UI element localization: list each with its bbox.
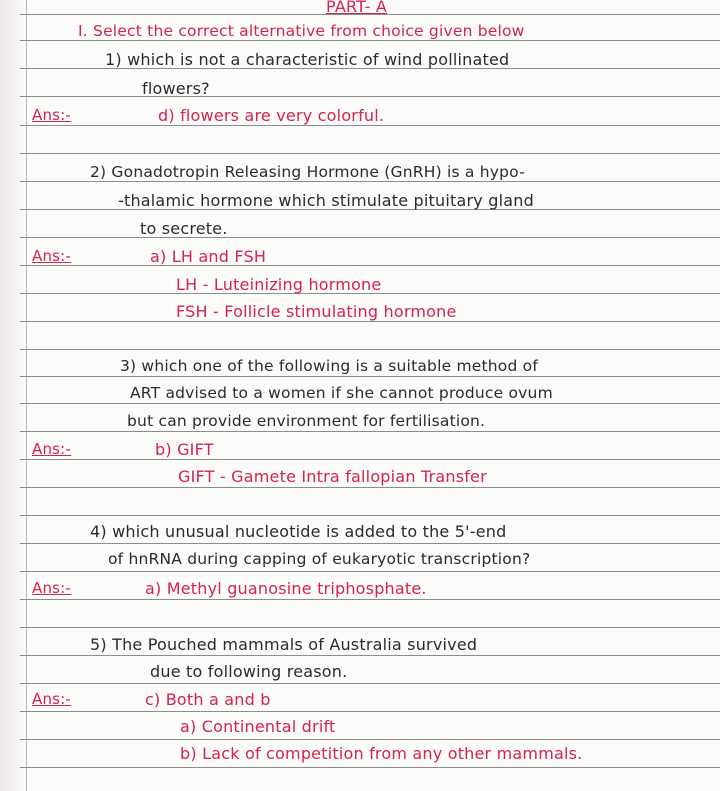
page-heading: PART- A <box>326 0 388 16</box>
rule-line <box>20 237 720 238</box>
rule-line <box>20 431 720 432</box>
rule-line <box>20 459 720 460</box>
question-3-line-1: 3) which one of the following is a suitable method of <box>120 357 538 375</box>
answer-5: c) Both a and b <box>145 690 271 709</box>
question-5-line-1: 5) The Pouched mammals of Australia survived <box>90 635 478 654</box>
rule-line <box>20 655 720 656</box>
answer-label-4: Ans:- <box>32 579 72 597</box>
rule-line <box>20 403 720 404</box>
question-4-line-2: of hnRNA during capping of eukaryotic transcription? <box>108 550 531 568</box>
rule-line <box>20 739 720 740</box>
rule-line <box>20 153 720 154</box>
answer-2: a) LH and FSH <box>150 247 267 266</box>
answer-4: a) Methyl guanosine triphosphate. <box>145 579 427 598</box>
answer-label-3: Ans:- <box>32 440 72 458</box>
question-3-line-2: ART advised to a women if she cannot produce ovum <box>130 384 553 402</box>
margin-line <box>26 0 27 791</box>
rule-line <box>20 599 720 600</box>
rule-line <box>20 683 720 684</box>
rule-line <box>20 571 720 572</box>
rule-line <box>20 181 720 182</box>
question-1-line-2: flowers? <box>142 79 210 98</box>
answer-2-note-2: FSH - Follicle stimulating hormone <box>176 302 457 321</box>
answer-label-1: Ans:- <box>32 106 72 124</box>
rule-line <box>20 40 720 41</box>
rule-line <box>20 767 720 768</box>
answer-2-note-1: LH - Luteinizing hormone <box>176 275 382 294</box>
answer-1: d) flowers are very colorful. <box>158 106 385 125</box>
question-1-line-1: 1) which is not a characteristic of wind pollinated <box>105 50 510 69</box>
answer-3-note-1: GIFT - Gamete Intra fallopian Transfer <box>178 467 487 486</box>
rule-line <box>20 515 720 516</box>
rule-line <box>20 96 720 97</box>
answer-5-note-2: b) Lack of competition from any other mammals. <box>180 744 583 763</box>
question-2-line-1: 2) Gonadotropin Releasing Hormone (GnRH) is a hypo- <box>90 163 525 181</box>
rule-line <box>20 376 720 377</box>
rule-line <box>20 125 720 126</box>
rule-line <box>20 543 720 544</box>
answer-3: b) GIFT <box>155 440 214 459</box>
answer-label-2: Ans:- <box>32 247 72 265</box>
question-3-line-3: but can provide environment for fertilisation. <box>127 412 486 430</box>
rule-line <box>20 321 720 322</box>
question-5-line-2: due to following reason. <box>150 662 348 681</box>
rule-line <box>20 711 720 712</box>
instruction: I. Select the correct alternative from choice given below <box>78 22 525 40</box>
rule-line <box>20 349 720 350</box>
rule-line <box>20 627 720 628</box>
page-margin <box>0 0 26 791</box>
answer-label-5: Ans:- <box>32 690 72 708</box>
question-4-line-1: 4) which unusual nucleotide is added to the 5'-end <box>90 522 507 541</box>
question-2-line-3: to secrete. <box>140 219 228 238</box>
rule-line <box>20 265 720 266</box>
rule-line <box>20 487 720 488</box>
answer-5-note-1: a) Continental drift <box>180 717 336 736</box>
question-2-line-2: -thalamic hormone which stimulate pituitary gland <box>118 191 534 210</box>
